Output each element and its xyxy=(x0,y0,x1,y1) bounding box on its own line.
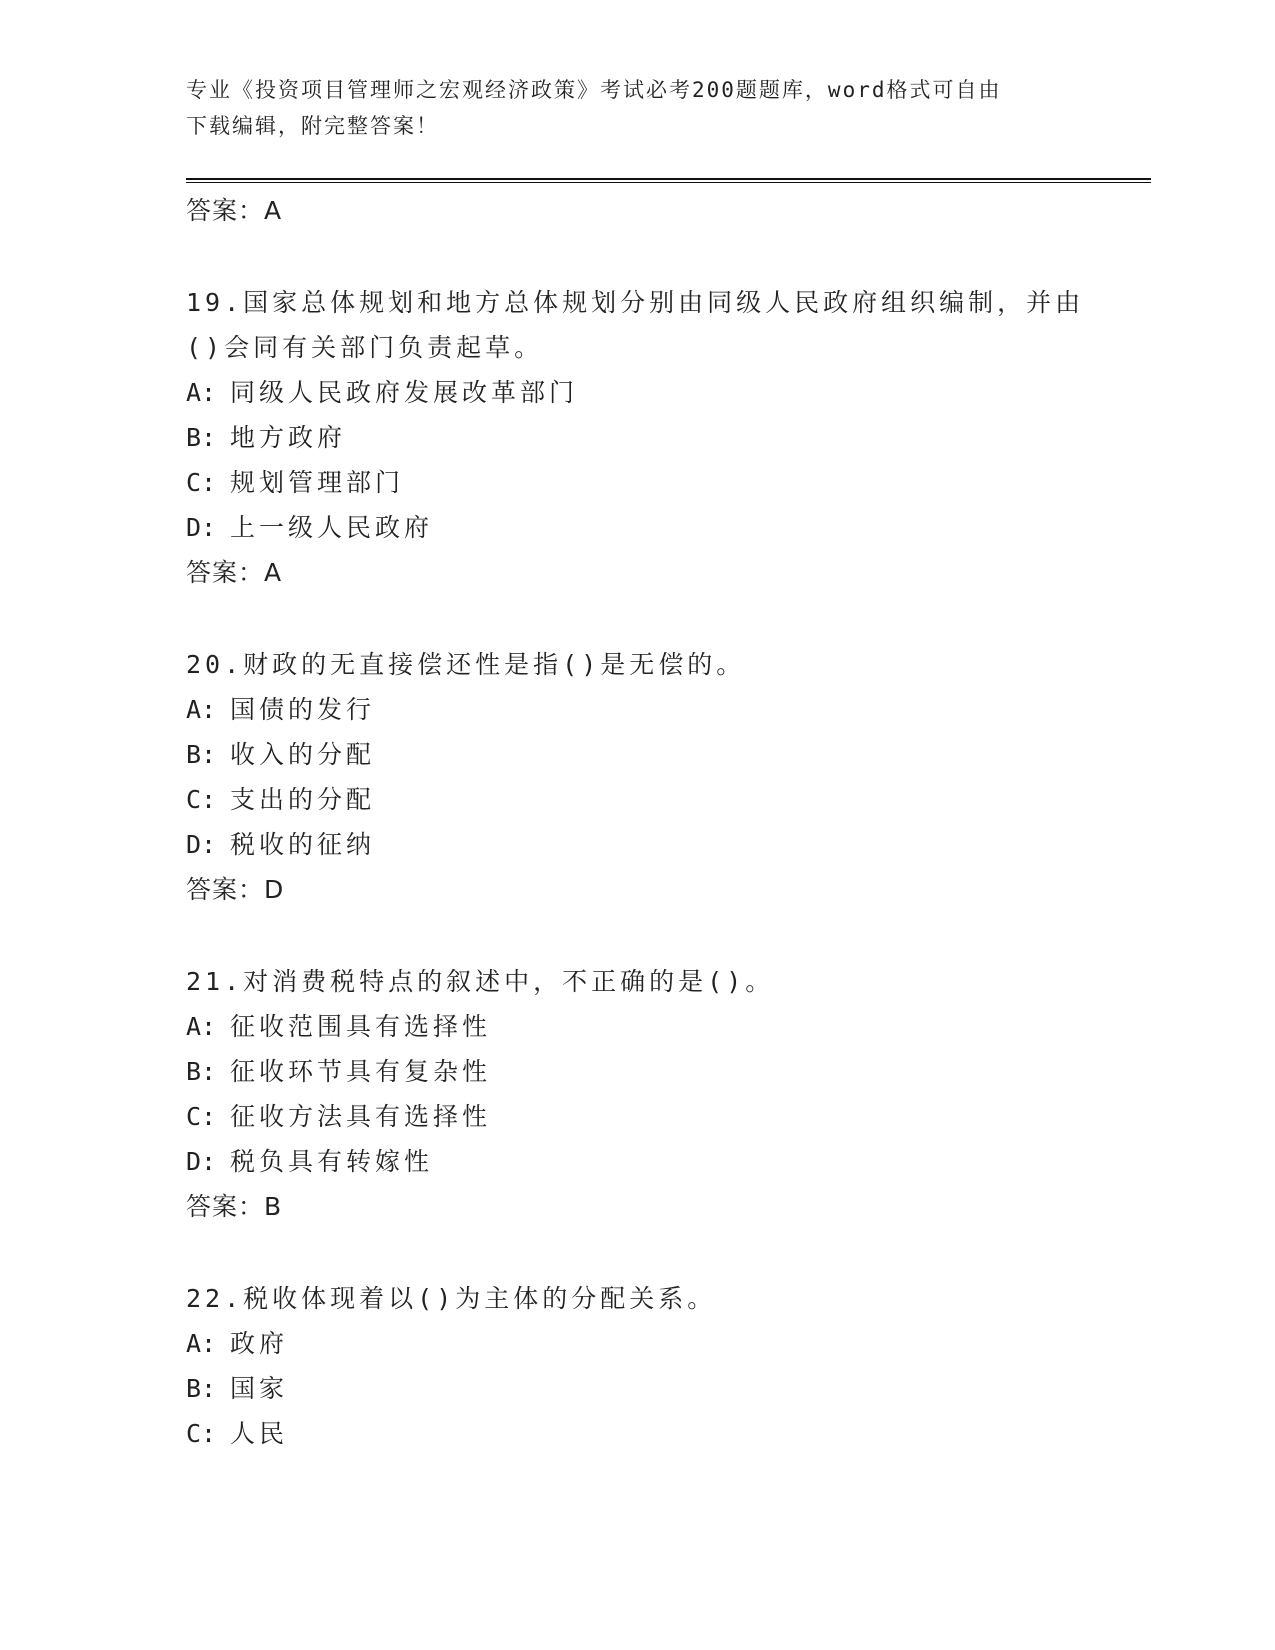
option-letter: C: xyxy=(186,1102,217,1131)
option-text: 政府 xyxy=(230,1329,289,1358)
option-text: 收入的分配 xyxy=(230,740,376,769)
option-letter: D: xyxy=(186,1147,217,1176)
option-c xyxy=(186,1094,1106,1139)
question-block xyxy=(186,280,1106,595)
option-b xyxy=(186,1049,1106,1094)
option-b xyxy=(186,1366,1106,1411)
option-b xyxy=(186,415,1106,460)
option-text: 同级人民政府发展改革部门 xyxy=(230,378,579,407)
option-a xyxy=(186,370,1106,415)
option-c xyxy=(186,460,1106,505)
question-block xyxy=(186,1276,1106,1456)
option-b xyxy=(186,732,1106,777)
option-letter: A: xyxy=(186,695,217,724)
header-divider xyxy=(186,178,1151,183)
answer-line: 答案：A xyxy=(186,196,283,225)
option-letter: C: xyxy=(186,1419,217,1448)
answer-line: 答案：B xyxy=(186,1192,283,1221)
option-text: 规划管理部门 xyxy=(230,468,405,497)
question-block xyxy=(186,959,1106,1229)
option-a xyxy=(186,687,1106,732)
question-text: 20.财政的无直接偿还性是指()是无偿的。 xyxy=(186,650,746,679)
option-text: 征收环节具有复杂性 xyxy=(230,1057,492,1086)
header-line-1: 专业《投资项目管理师之宏观经济政策》考试必考200题题库，word格式可自由 xyxy=(186,78,1002,102)
option-letter: D: xyxy=(186,513,217,542)
answer-line: 答案：A xyxy=(186,558,283,587)
option-letter: C: xyxy=(186,785,217,814)
option-text: 税收的征纳 xyxy=(230,830,376,859)
header-line-2: 下载编辑，附完整答案！ xyxy=(186,114,439,138)
option-c xyxy=(186,1411,1106,1456)
option-text: 支出的分配 xyxy=(230,785,376,814)
question-text: 19.国家总体规划和地方总体规划分别由同级人民政府组织编制，并由 xyxy=(186,288,1085,317)
option-a xyxy=(186,1004,1106,1049)
option-letter: A: xyxy=(186,378,217,407)
option-d xyxy=(186,1139,1106,1184)
option-d xyxy=(186,822,1106,867)
question-block xyxy=(186,642,1106,912)
option-text: 国家 xyxy=(230,1374,289,1403)
option-c xyxy=(186,777,1106,822)
question-text-continued: ()会同有关部门负责起草。 xyxy=(186,333,544,362)
document-header xyxy=(186,72,1086,144)
option-text: 人民 xyxy=(230,1419,289,1448)
question-list xyxy=(186,188,1106,1456)
option-d xyxy=(186,505,1106,550)
answer-line: 答案：D xyxy=(186,875,285,904)
option-letter: A: xyxy=(186,1329,217,1358)
option-letter: B: xyxy=(186,423,217,452)
option-text: 税负具有转嫁性 xyxy=(230,1147,434,1176)
option-text: 地方政府 xyxy=(230,423,347,452)
option-text: 征收范围具有选择性 xyxy=(230,1012,492,1041)
question-text: 22.税收体现着以()为主体的分配关系。 xyxy=(186,1284,717,1313)
question-text: 21.对消费税特点的叙述中，不正确的是()。 xyxy=(186,967,775,996)
option-letter: A: xyxy=(186,1012,217,1041)
option-text: 上一级人民政府 xyxy=(230,513,434,542)
option-letter: B: xyxy=(186,1374,217,1403)
option-text: 国债的发行 xyxy=(230,695,376,724)
option-a xyxy=(186,1321,1106,1366)
option-letter: B: xyxy=(186,740,217,769)
option-letter: D: xyxy=(186,830,217,859)
option-letter: B: xyxy=(186,1057,217,1086)
option-letter: C: xyxy=(186,468,217,497)
option-text: 征收方法具有选择性 xyxy=(230,1102,492,1131)
